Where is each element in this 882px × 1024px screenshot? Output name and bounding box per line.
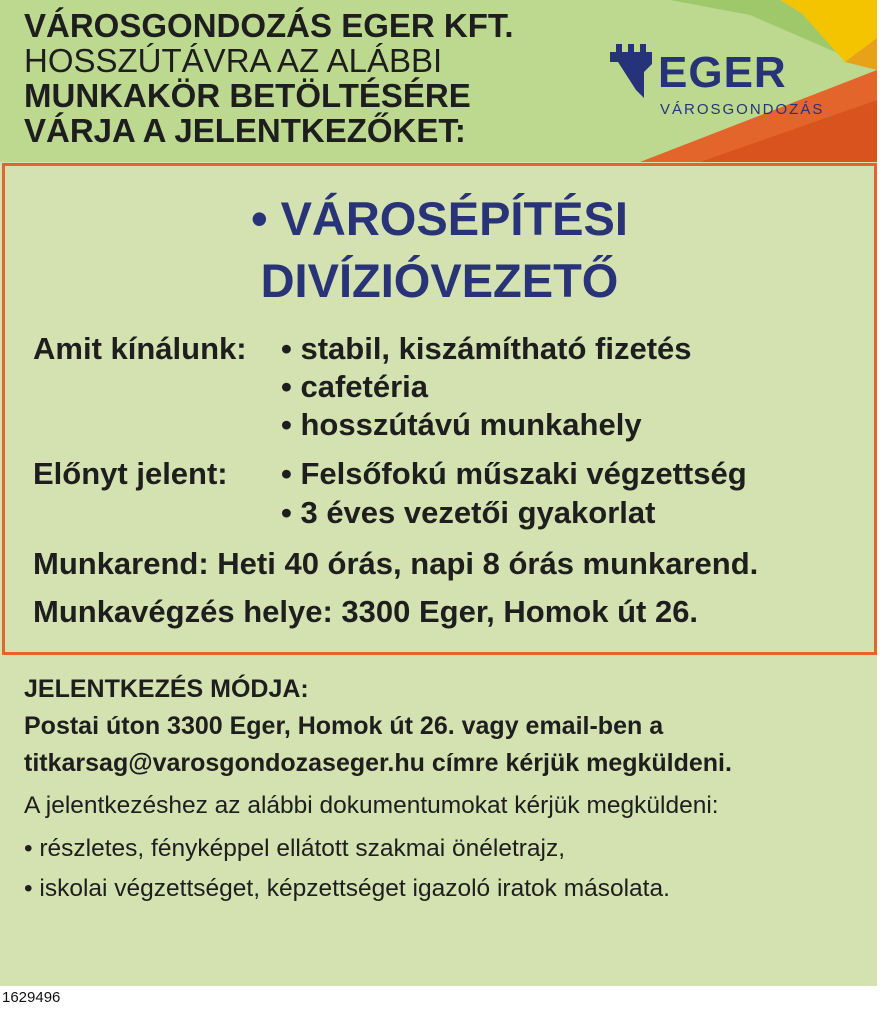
- advantage-item: • Felsőfokú műszaki végzettség: [281, 456, 747, 491]
- position-title-line-1: • VÁROSÉPÍTÉSI: [251, 192, 628, 245]
- advantage-item: • 3 éves vezetői gyakorlat: [281, 495, 656, 530]
- workplace-address: Munkavégzés helye: 3300 Eger, Homok út 26.: [33, 594, 699, 629]
- document-item: • részletes, fényképpel ellátott szakmai önéletrajz,: [24, 835, 566, 862]
- logo-subtitle: VÁROSGONDOZÁS: [660, 101, 825, 118]
- application-title: JELENTKEZÉS MÓDJA:: [24, 675, 309, 703]
- application-method: Postai úton 3300 Eger, Homok út 26. vagy email-ben a titkarsag@varosgondozaseger.hu címre kérjük megküldeni.: [24, 712, 732, 777]
- ad-header: [0, 0, 877, 162]
- documents-intro: A jelentkezéshez az alábbi dokumentumokat kérjük megküldeni:: [24, 792, 719, 819]
- position-title-line-2: DIVÍZIÓVEZETŐ: [260, 254, 619, 307]
- header-line-2: HOSSZÚTÁVRA AZ ALÁBBI: [24, 42, 443, 79]
- header-text: [24, 8, 514, 148]
- logo-name: EGER: [658, 48, 787, 97]
- application-section: [24, 672, 864, 909]
- job-details-box: [2, 163, 877, 655]
- company-name: VÁROSGONDOZÁS EGER KFT.: [24, 7, 514, 44]
- work-schedule: Munkarend: Heti 40 órás, napi 8 órás munkarend.: [33, 546, 759, 581]
- offer-item: • hosszútávú munkahely: [281, 407, 642, 442]
- offer-label: Amit kínálunk:: [33, 331, 247, 366]
- documents-list: [24, 829, 864, 909]
- ad-id: 1629496: [2, 989, 61, 1006]
- header-line-4: VÁRJA A JELENTKEZŐKET:: [24, 112, 466, 149]
- advantage-label: Előnyt jelent:: [33, 456, 228, 491]
- header-line-3: MUNKAKÖR BETÖLTÉSÉRE: [24, 77, 471, 114]
- offer-item: • cafetéria: [281, 369, 428, 404]
- position-title: [5, 188, 874, 312]
- document-item: • iskolai végzettséget, képzettséget igazoló iratok másolata.: [24, 875, 670, 902]
- offer-item: • stabil, kiszámítható fizetés: [281, 331, 692, 366]
- castle-tower-icon: [610, 42, 654, 98]
